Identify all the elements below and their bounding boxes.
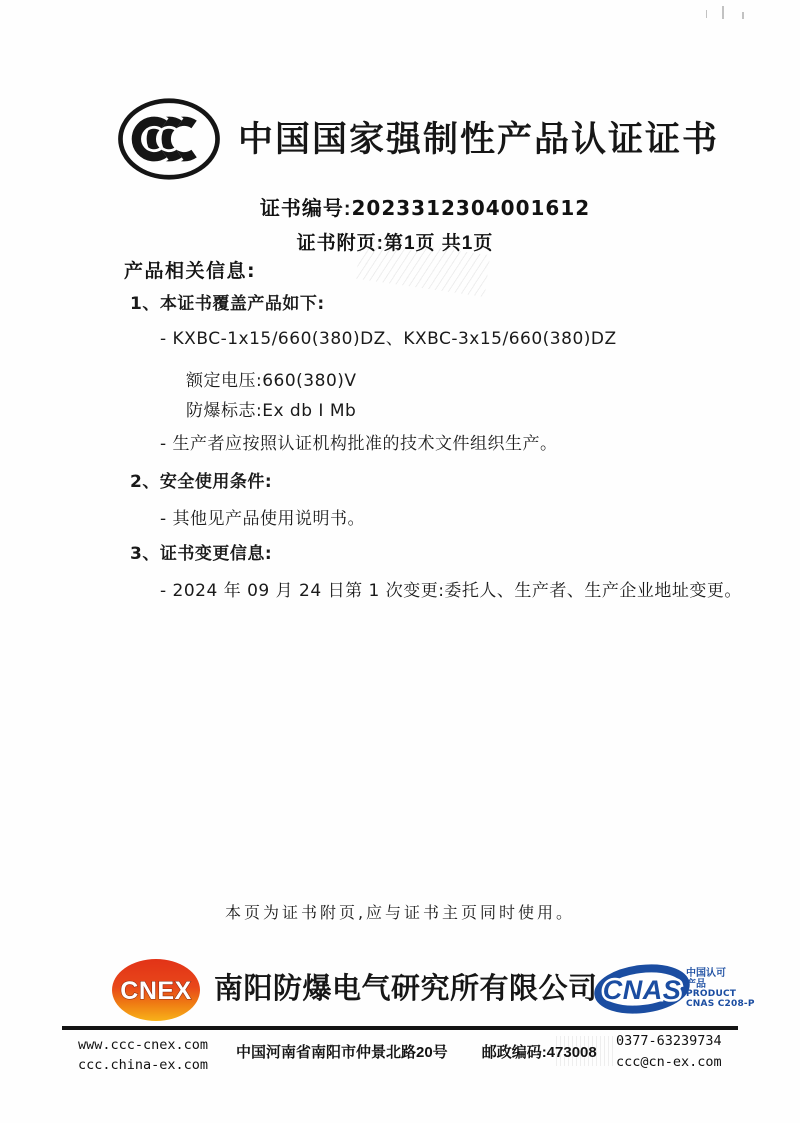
company-address: 中国河南省南阳市仲景北路20号 [236, 1044, 448, 1061]
safety-note-line: - 其他见产品使用说明书。 [160, 509, 366, 529]
certificate-number-line [50, 192, 800, 221]
certificate-number-label: 证书编号: [259, 198, 352, 220]
attachment-usage-note: 本页为证书附页,应与证书主页同时使用。 [224, 903, 576, 922]
footer-divider [62, 1026, 738, 1030]
contact-address-row [236, 1041, 597, 1062]
production-note-line: - 生产者应按照认证机构批准的技术文件组织生产。 [160, 434, 558, 454]
page-title: 中国国家强制性产品认证证书 [238, 120, 720, 159]
cnas-caption [686, 969, 755, 1009]
cnas-caption-line4: CNAS C208-P [686, 998, 755, 1009]
section-3-label: 3、证书变更信息: [130, 544, 273, 564]
change-record-line: - 2024 年 09 月 24 日第 1 次变更:委托人、生产者、生产企业地址变更。 [160, 581, 742, 601]
cnex-logo-text: CNEX [120, 977, 192, 1005]
cnas-caption-line2: 产品 [686, 978, 706, 990]
contact-phone-email [616, 1031, 722, 1073]
contact-websites [78, 1035, 208, 1075]
certificate-page-line [0, 228, 790, 255]
website-url: www.ccc-cnex.com [78, 1037, 209, 1053]
rated-voltage-line: 额定电压:660(380)V [186, 371, 357, 391]
certificate-number-value: 2023312304001612 [351, 196, 591, 220]
cnex-logo-icon [108, 956, 204, 1026]
ccc-mark-icon [113, 93, 225, 185]
phone-number: 0377-63239734 [616, 1033, 722, 1049]
section-2-label: 2、安全使用条件: [130, 472, 273, 492]
certificate-page-value: 第1页 共1页 [383, 233, 494, 254]
product-info-heading: 产品相关信息: [124, 260, 257, 282]
section-1-label: 1、本证书覆盖产品如下: [130, 294, 325, 314]
cnas-logo-icon [592, 956, 692, 1022]
product-models-line: - KXBC-1x15/660(380)DZ、KXBC-3x15/660(380)DZ [160, 329, 617, 349]
cnas-caption-line1: 中国认可 [686, 968, 726, 980]
ex-marking-line: 防爆标志:Ex db I Mb [186, 401, 357, 421]
email-address: ccc@cn-ex.com [616, 1054, 722, 1070]
cnas-logo-text: CNAS [602, 975, 682, 1005]
scan-artifact [704, 6, 748, 22]
company-name: 南阳防爆电气研究所有限公司 [214, 973, 598, 1005]
postal-code: 邮政编码:473008 [481, 1044, 597, 1061]
certificate-page-label: 证书附页: [296, 233, 384, 254]
cnas-caption-line3: PRODUCT [686, 989, 737, 1000]
cnas-logo-block [592, 951, 755, 1027]
website-url: ccc.china-ex.com [78, 1057, 209, 1073]
